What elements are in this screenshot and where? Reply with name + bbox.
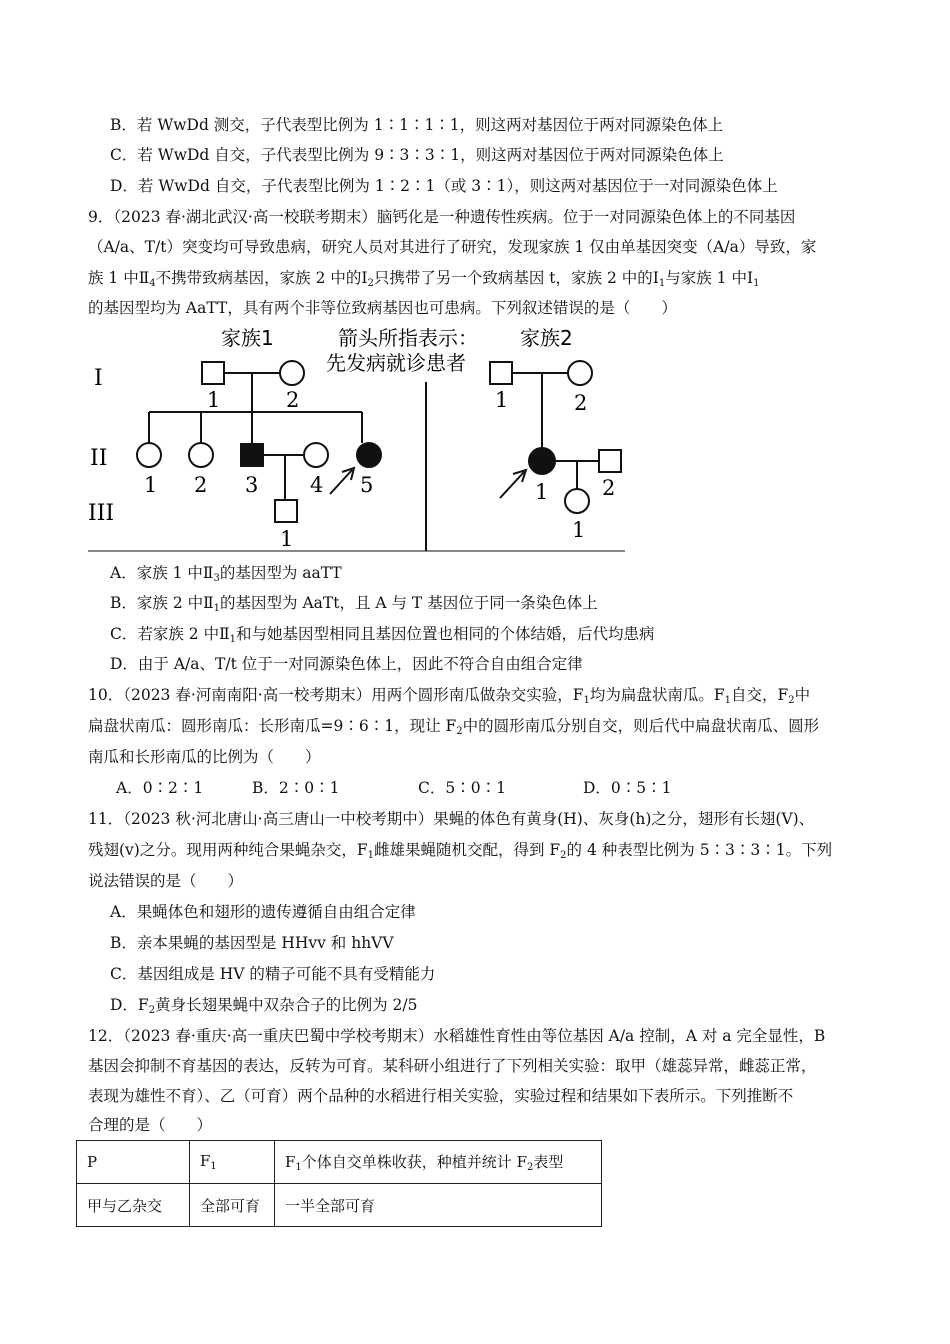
f2-i2-number: 2 [574, 391, 588, 415]
f2-ii2-number: 2 [602, 476, 616, 500]
q11-stem-line3: 说法错误的是（ ） [88, 872, 244, 890]
q12-stem-line4: 合理的是（ ） [88, 1116, 213, 1134]
q12-stem-line1: 12．（2023 春·重庆·高一重庆巴蜀中学校考期末）水稻雄性育性由等位基因 A/a 控制，A 对 a 完全显性，B [88, 1027, 826, 1045]
table-row [77, 1184, 602, 1227]
f2-iii1-number: 1 [572, 518, 586, 542]
f1-ii2-female [189, 443, 213, 467]
f2-ii2-male [599, 450, 621, 472]
f2-ii1-affected-female [529, 448, 555, 474]
arrow-note-line1: 箭头所指表示： [338, 326, 478, 350]
f2-ii1-number: 1 [535, 480, 549, 504]
f2-i1-number: 1 [495, 388, 509, 412]
f1-iii1-number: 1 [280, 527, 294, 551]
header-f1: $F_1$ [190, 1141, 275, 1184]
f1-ii1-number: 1 [144, 473, 158, 497]
q10-option-d: D．0∶5∶1 [583, 779, 672, 797]
header-p: P [77, 1141, 190, 1184]
cell-f1-result: 全部可育 [190, 1184, 275, 1227]
generation-iii-label: III [88, 501, 115, 526]
q8-option-b: B．若 WwDd 测交，子代表型比例为 1∶1∶1∶1，则这两对基因位于两对同源染色体上 [110, 116, 724, 134]
f1-ii4-female [304, 443, 328, 467]
q9-stem-line3: 族 1 中$Ⅱ_4$不携带致病基因，家族 2 中的$Ⅰ_2$只携带了另一个致病基因 t，家族 2 中的$Ⅰ_1$与家族 1 中$Ⅰ_1$ [88, 269, 760, 289]
table-header-row [77, 1141, 602, 1184]
f1-i1-number: 1 [207, 388, 221, 412]
cell-f2-result: 一半全部可育 [275, 1184, 602, 1227]
q12-stem-line3: 表现为雄性不育）、乙（可育）两个品种的水稻进行相关实验，实验过程和结果如下表所示。下列推断不 [88, 1087, 794, 1105]
q10-stem-line1: 10．（2023 春·河南南阳·高一校考期末）用两个圆形南瓜做杂交实验，$F_1$均为扁盘状南瓜。$F_1$自交，$F_2$中 [88, 686, 811, 706]
q8-option-c: C．若 WwDd 自交，子代表型比例为 9∶3∶3∶1，则这两对基因位于两对同源染色体上 [110, 146, 724, 164]
family1-title: 家族1 [221, 326, 274, 350]
q12-stem-line2: 基因会抑制不育基因的表达，反转为可育。某科研小组进行了下列相关实验：取甲（雄蕊异常，雌蕊正常， [88, 1057, 817, 1075]
q9-stem-line1: 9．（2023 春·湖北武汉·高一校联考期末）脑钙化是一种遗传性疾病。位于一对同源染色体上的不同基因 [88, 208, 796, 226]
f1-ii5-number: 5 [360, 473, 374, 497]
f1-ii1-female [137, 443, 161, 467]
q10-option-a: A．0∶2∶1 [116, 779, 204, 797]
q11-option-d: D．$F_2$黄身长翅果蝇中双杂合子的比例为 2/5 [110, 996, 418, 1016]
pedigree-figure [80, 322, 630, 554]
f1-i2-female [280, 361, 304, 385]
f1-ii3-affected-male [241, 444, 263, 466]
q11-option-a: A．果蝇体色和翅形的遗传遵循自由组合定律 [110, 903, 416, 921]
f2-i2-female [568, 361, 592, 385]
q11-stem-line2: 残翅(v)之分。现用两种纯合果蝇杂交，$F_1$雌雄果蝇随机交配，得到 $F_2$的 4 种表型比例为 5∶3∶3∶1。下列 [88, 841, 833, 861]
q10-option-b: B．2∶0∶1 [252, 779, 340, 797]
q9-option-a: A．家族 1 中$Ⅱ_3$的基因型为 aaTT [110, 564, 342, 584]
cell-cross: 甲与乙杂交 [77, 1184, 190, 1227]
f1-ii3-number: 3 [245, 473, 259, 497]
q9-option-b: B．家族 2 中$Ⅱ_1$的基因型为 AaTt，且 A 与 T 基因位于同一条染色体上 [110, 594, 598, 614]
f1-iii1-male [275, 500, 297, 522]
f2-i1-male [490, 362, 512, 384]
q11-stem-line1: 11．（2023 秋·河北唐山·高三唐山一中校考期中）果蝇的体色有黄身(H)、灰身(h)之分，翅形有长翅(V)、 [88, 810, 815, 828]
q9-option-d: D．由于 A/a、T/t 位于一对同源染色体上，因此不符合自由组合定律 [110, 655, 583, 673]
q10-stem-line2: 扁盘状南瓜：圆形南瓜：长形南瓜=9∶6∶1，现让 $F_2$中的圆形南瓜分别自交，则后代中扁盘状南瓜、圆形 [88, 717, 820, 737]
header-f2: $F_1$个体自交单株收获，种植并统计 $F_2$表型 [275, 1141, 602, 1184]
q11-option-c: C．基因组成是 HV 的精子可能不具有受精能力 [110, 965, 436, 983]
q9-option-c: C．若家族 2 中$Ⅱ_1$和与她基因型相同且基因位置也相同的个体结婚，后代均患病 [110, 625, 655, 645]
f1-i2-number: 2 [286, 388, 300, 412]
q11-option-b: B．亲本果蝇的基因型是 HHvv 和 hhVV [110, 934, 394, 952]
arrow-note-line2: 先发病就诊患者 [326, 351, 466, 375]
q9-stem-line2: （A/a、T/t）突变均可导致患病，研究人员对其进行了研究，发现家族 1 仅由单基因突变（A/a）导致，家 [88, 238, 817, 256]
f2-iii1-female [565, 489, 589, 513]
family2-title: 家族2 [520, 326, 573, 350]
generation-ii-label: II [90, 446, 108, 471]
f1-ii5-affected-female [357, 443, 381, 467]
q10-option-c: C．5∶0∶1 [418, 779, 506, 797]
f1-ii2-number: 2 [194, 473, 208, 497]
generation-i-label: I [94, 366, 103, 391]
f1-ii4-number: 4 [310, 473, 324, 497]
q10-stem-line3: 南瓜和长形南瓜的比例为（ ） [88, 748, 321, 766]
f1-i1-male [202, 362, 224, 384]
q8-option-d: D．若 WwDd 自交，子代表型比例为 1∶2∶1（或 3∶1），则这两对基因位于一对同源染色体上 [110, 177, 778, 195]
q12-results-table [76, 1140, 602, 1227]
q9-stem-line4: 的基因型均为 AaTT，具有两个非等位致病基因也可患病。下列叙述错误的是（ ） [88, 299, 677, 317]
